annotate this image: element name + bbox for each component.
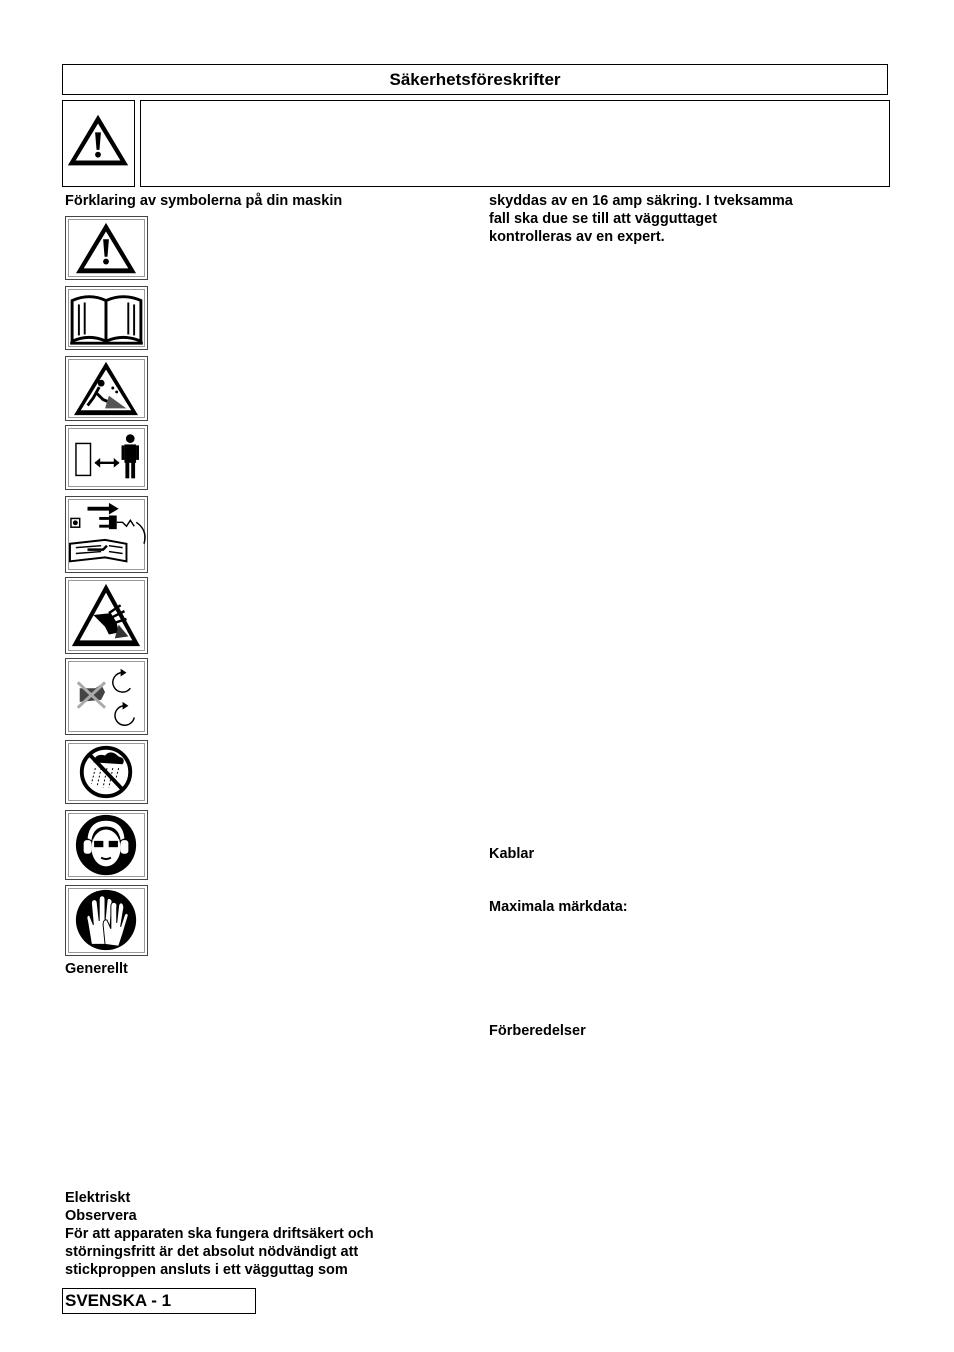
paragraph-line: fall ska due se till att vägguttaget	[489, 211, 718, 227]
page-number-label: SVENSKA - 1	[65, 1291, 172, 1310]
unplug-before-maintenance-icon	[66, 497, 147, 572]
thrown-objects-warning-icon	[66, 357, 147, 420]
warning-triangle-icon	[66, 217, 147, 279]
paragraph-line: skyddas av en 16 amp säkring. I tveksamma	[489, 193, 793, 209]
symbol-eye-ear-protection	[65, 810, 148, 880]
symbol-warning	[65, 216, 148, 280]
symbol-thrown-objects	[65, 356, 148, 421]
symbol-gloves	[65, 885, 148, 956]
warning-triangle-icon	[63, 101, 134, 186]
symbol-keep-distance	[65, 425, 148, 490]
page-title: Säkerhetsföreskrifter	[389, 69, 561, 89]
sharp-blade-warning-icon	[66, 578, 147, 653]
no-rain-icon	[66, 741, 147, 803]
eye-ear-protection-icon	[66, 811, 147, 879]
section-heading-general: Generellt	[65, 961, 128, 977]
symbol-sharp-blade	[65, 577, 148, 654]
read-manual-icon	[66, 287, 147, 349]
paragraph-line: störningsfritt är det absolut nödvändigt att	[65, 1244, 359, 1260]
section-heading-cables: Kablar	[489, 846, 535, 862]
symbol-read-manual	[65, 286, 148, 350]
page-footer	[62, 1288, 256, 1314]
paragraph-line: stickproppen ansluts i ett vägguttag som	[65, 1262, 348, 1278]
note-heading: Observera	[65, 1208, 137, 1224]
wear-gloves-icon	[66, 886, 147, 955]
paragraph-line: kontrolleras av en expert.	[489, 229, 665, 245]
symbol-unplug-maintenance	[65, 496, 148, 573]
symbols-heading: Förklaring av symbolerna på din maskin	[65, 193, 343, 209]
section-heading-ratings: Maximala märkdata:	[489, 899, 628, 915]
keep-bystanders-away-icon	[66, 426, 147, 489]
symbol-no-rain	[65, 740, 148, 804]
page-title-box	[62, 64, 888, 95]
header-warning-text-box	[140, 100, 890, 187]
symbol-rotating-blades	[65, 658, 148, 735]
rotating-blades-hand-icon	[66, 659, 147, 734]
section-heading-electrical: Elektriskt	[65, 1190, 131, 1206]
paragraph-line: För att apparaten ska fungera driftsäkert och	[65, 1226, 374, 1242]
header-warning-icon-box	[62, 100, 135, 187]
section-heading-preparation: Förberedelser	[489, 1023, 586, 1039]
